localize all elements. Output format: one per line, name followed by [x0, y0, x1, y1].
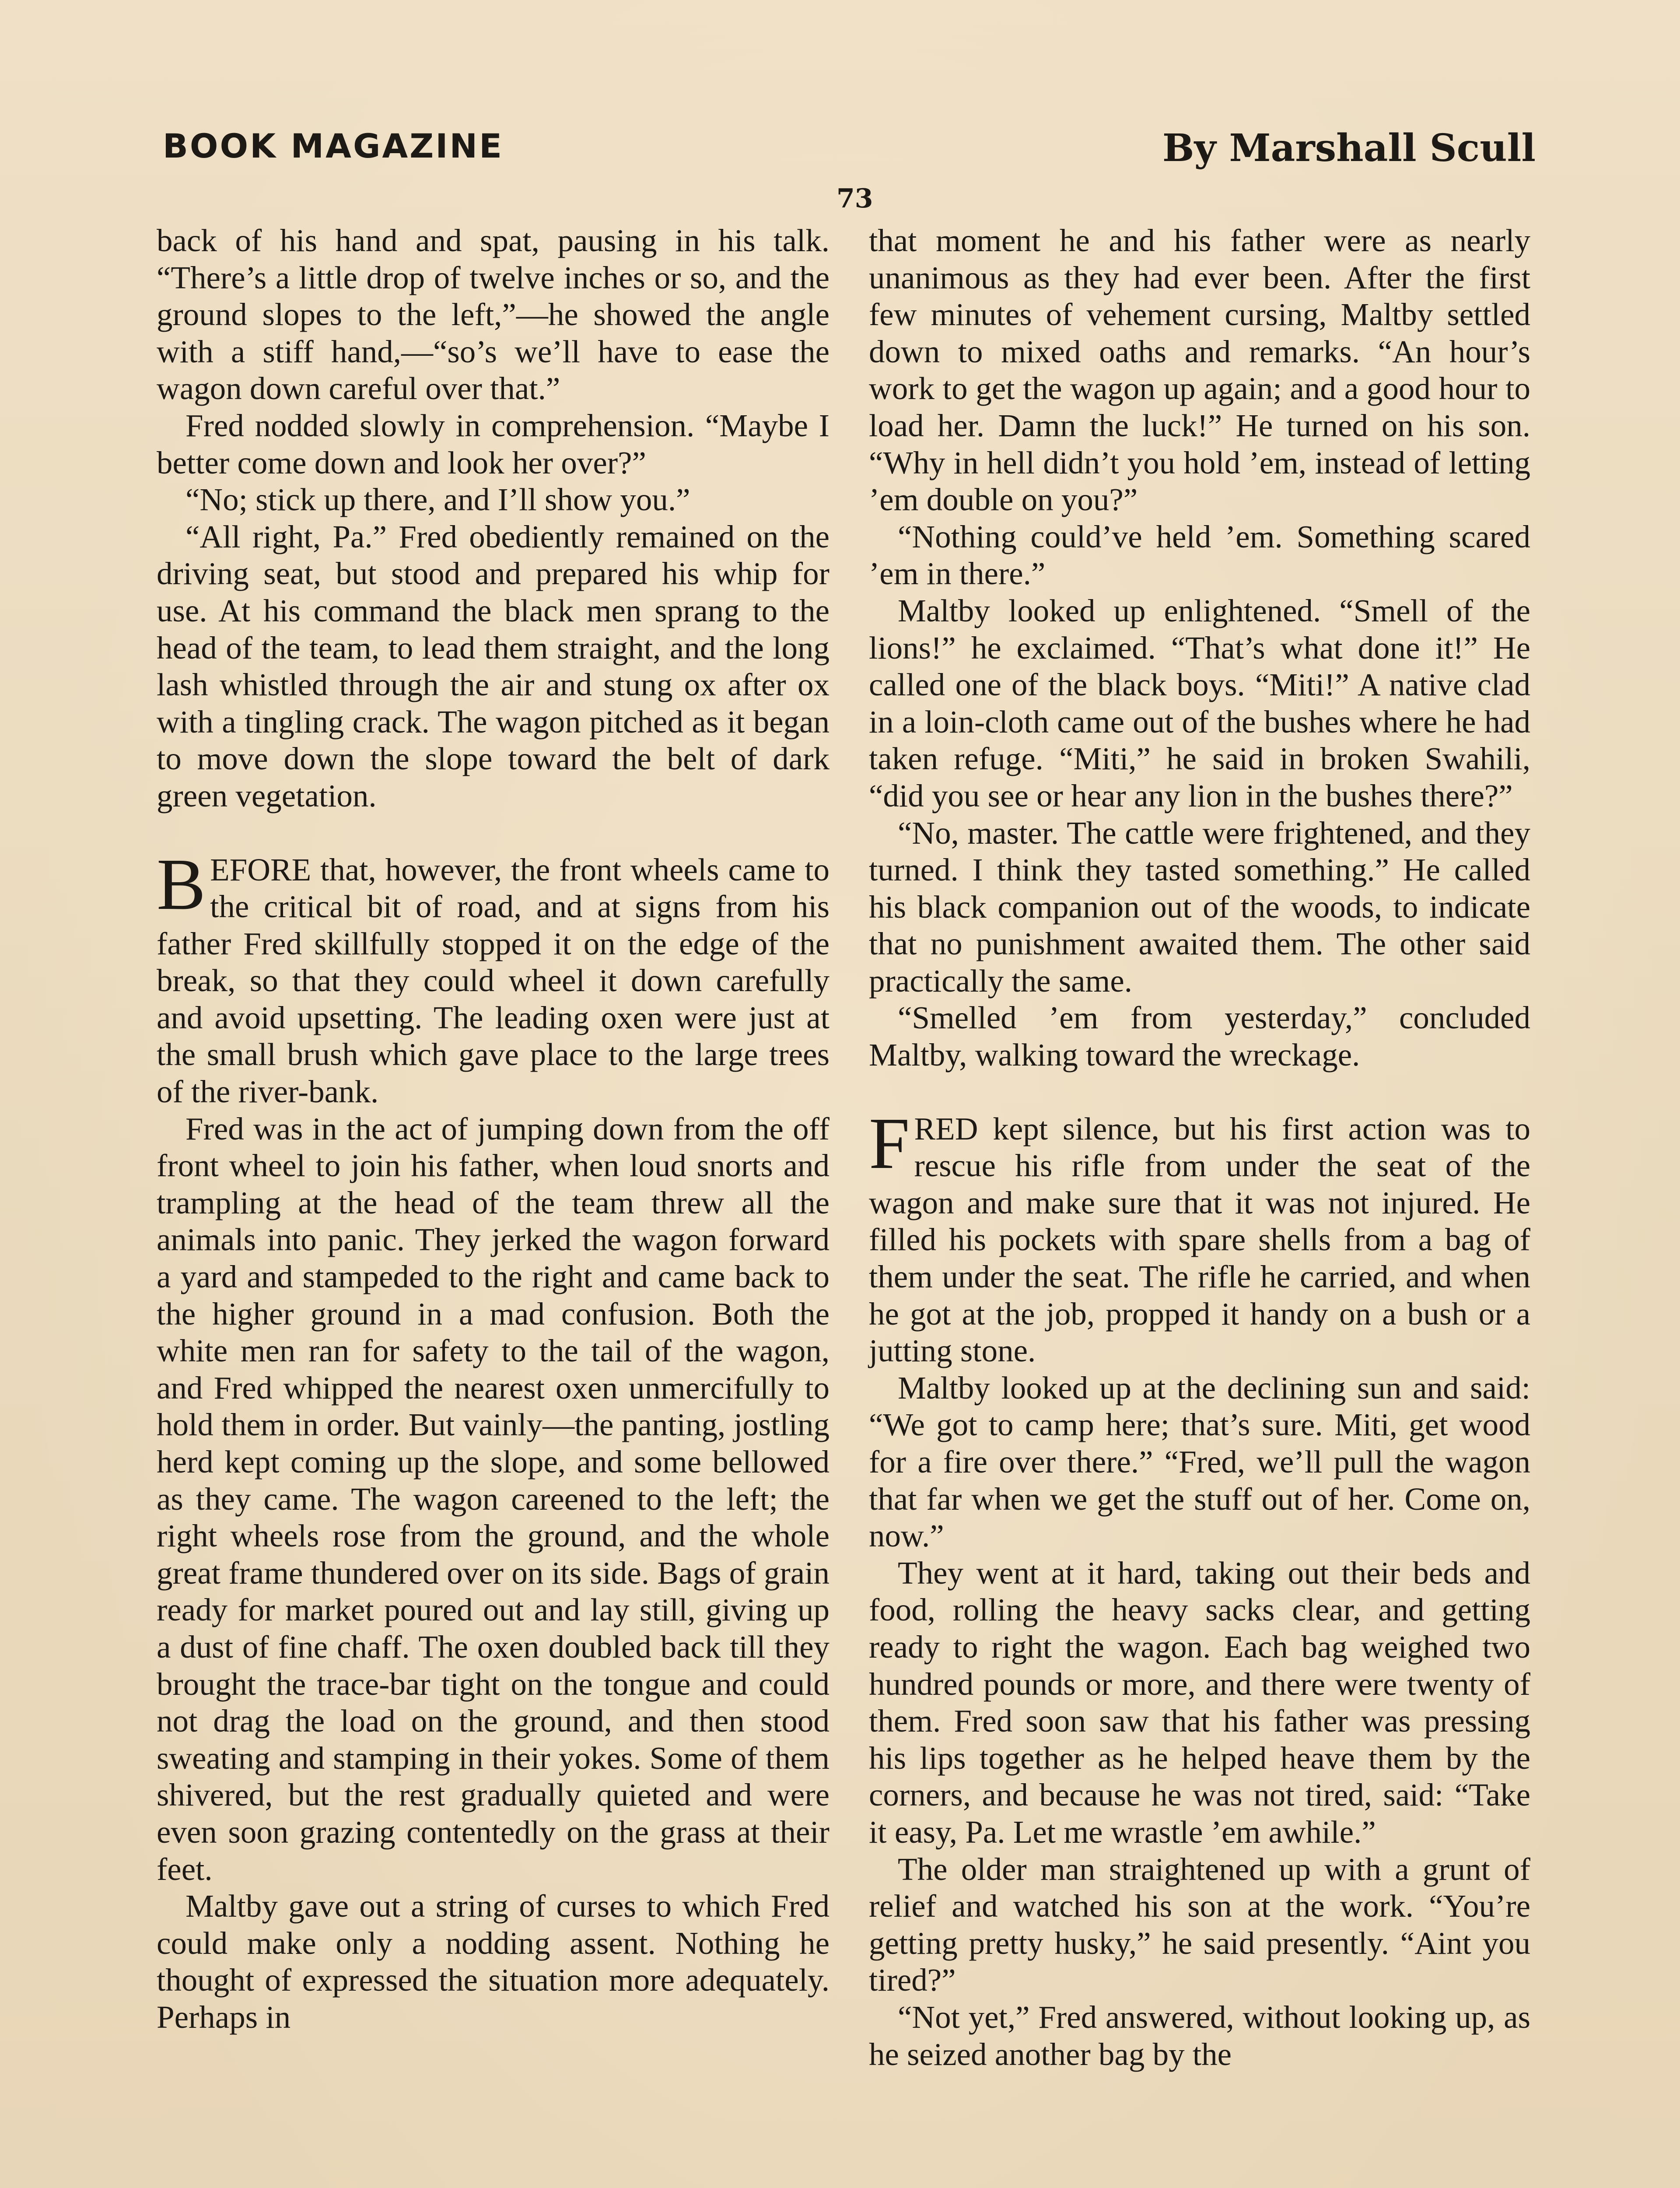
- text-column-left: [157, 222, 830, 2036]
- section-paragraph: [157, 843, 830, 1111]
- paragraph: “No; stick up there, and I’ll show you.”: [186, 482, 690, 518]
- paragraph: “Not yet,” Fred answered, without looking up, as he seized another bag by the: [869, 1999, 1530, 2072]
- paragraph: Fred nodded slowly in comprehension. “Maybe I better come down and look her over?”: [157, 407, 830, 480]
- drop-cap: F: [869, 1102, 910, 1184]
- paragraph: The older man straightened up with a grunt of relief and watched his son at the work. “You’re getting pretty husky,” he said presently. “Aint you tired?”: [869, 1851, 1530, 1998]
- magazine-title: BOOK MAGAZINE: [163, 126, 504, 165]
- paragraph: back of his hand and spat, pausing in his talk. “There’s a little drop of twelve inches or so, and the ground slopes to the left,”—he showed the angle with a stiff hand,—“so’s we’ll have to ease the wagon down careful over that.”: [157, 223, 830, 407]
- paragraph: Maltby gave out a string of curses to which Fred could make only a nodding assent. Nothing he thought of expressed the situation more adequately. Perhaps in: [157, 1888, 830, 2035]
- paragraph: “Smelled ’em from yesterday,” concluded Maltby, walking toward the wreckage.: [869, 1000, 1530, 1073]
- paragraph: “No, master. The cattle were frightened, and they turned. I think they tasted something.” He called his black companion out of the woods, to indicate that no punishment awaited them. The other said practically the same.: [869, 815, 1530, 999]
- paragraph: “All right, Pa.” Fred obediently remained on the driving seat, but stood and prepared his whip for use. At his command the black men sprang to the head of the team, to lead them straight, and the long lash whistled through the air and stung ox after ox with a tingling crack. The wagon pitched as it began to move down the slope toward the belt of dark green vegetation.: [157, 519, 830, 813]
- paragraph: that moment he and his father were as nearly unanimous as they had ever been. After the first few minutes of vehement cursing, Maltby settled down to mixed oaths and remarks. “An hour’s work to get the wagon up again; and a good hour to load her. Damn the luck!” He turned on his son. “Why in hell didn’t you hold ’em, instead of letting ’em double on you?”: [869, 223, 1530, 518]
- paragraph: Maltby looked up enlightened. “Smell of the lions!” he exclaimed. “That’s what done it!” He called one of the black boys. “Miti!” A native clad in a loin-cloth came out of the bushes where he had taken refuge. “Miti,” he said in broken Swahili, “did you see or hear any lion in the bushes there?”: [869, 593, 1530, 813]
- page-number: 73: [836, 183, 873, 214]
- paragraph: They went at it hard, taking out their beds and food, rolling the heavy sacks clear, and getting ready to right the wagon. Each bag weighed two hundred pounds or more, and there were twenty of them. Fred soon saw that his father was pressing his lips together as he helped heave them by the corners, and because he was not tired, said: “Take it easy, Pa. Let me wrastle ’em awhile.”: [869, 1555, 1530, 1850]
- paragraph-text: EFORE that, however, the front wheels came to the critical bit of road, and at signs from his father Fred skillfully stopped it on the edge of the break, so that they could wheel it down carefully and avoid upsetting. The leading oxen were just at the small brush which gave place to the large trees of the river-bank.: [157, 852, 830, 1110]
- paragraph: Fred was in the act of jumping down from the off front wheel to join his father, when loud snorts and trampling at the head of the team threw all the animals into panic. They jerked the wagon forward a yard and stampeded to the right and came back to the higher ground in a mad confusion. Both the white men ran for safety to the tail of the wagon, and Fred whipped the nearest oxen unmercifully to hold them in order. But vainly—the panting, jostling herd kept coming up the slope, and some bellowed as they came. The wagon careened to the left; the right wheels rose from the ground, and the whole great frame thundered over on its side. Bags of grain ready for market poured out and lay still, giving up a dust of fine chaff. The oxen doubled back till they brought the trace-bar tight on the tongue and could not drag the load on the ground, and then stood sweating and stamping in their yokes. Some of them shivered, but the rest gradually quieted and were even soon grazing contentedly on the grass at their feet.: [157, 1111, 830, 1887]
- text-column-right: [869, 222, 1530, 2073]
- section-paragraph: [869, 1102, 1530, 1370]
- author-byline: By Marshall Scull: [1162, 126, 1536, 170]
- paragraph: “Nothing could’ve held ’em. Something scared ’em in there.”: [869, 519, 1530, 592]
- paragraph-text: RED kept silence, but his first action was to rescue his rifle from under the seat of the wagon and make sure that it was not injured. He filled his pockets with spare shells from a bag of them under the seat. The rifle he carried, and when he got at the job, propped it handy on a bush or a jutting stone.: [869, 1111, 1530, 1369]
- paragraph: Maltby looked up at the declining sun and said: “We got to camp here; that’s sure. Miti, get wood for a fire over there.” “Fred, we’ll pull the wagon that far when we get the stuff out of her. Come on, now.”: [869, 1370, 1530, 1554]
- drop-cap: B: [157, 843, 206, 925]
